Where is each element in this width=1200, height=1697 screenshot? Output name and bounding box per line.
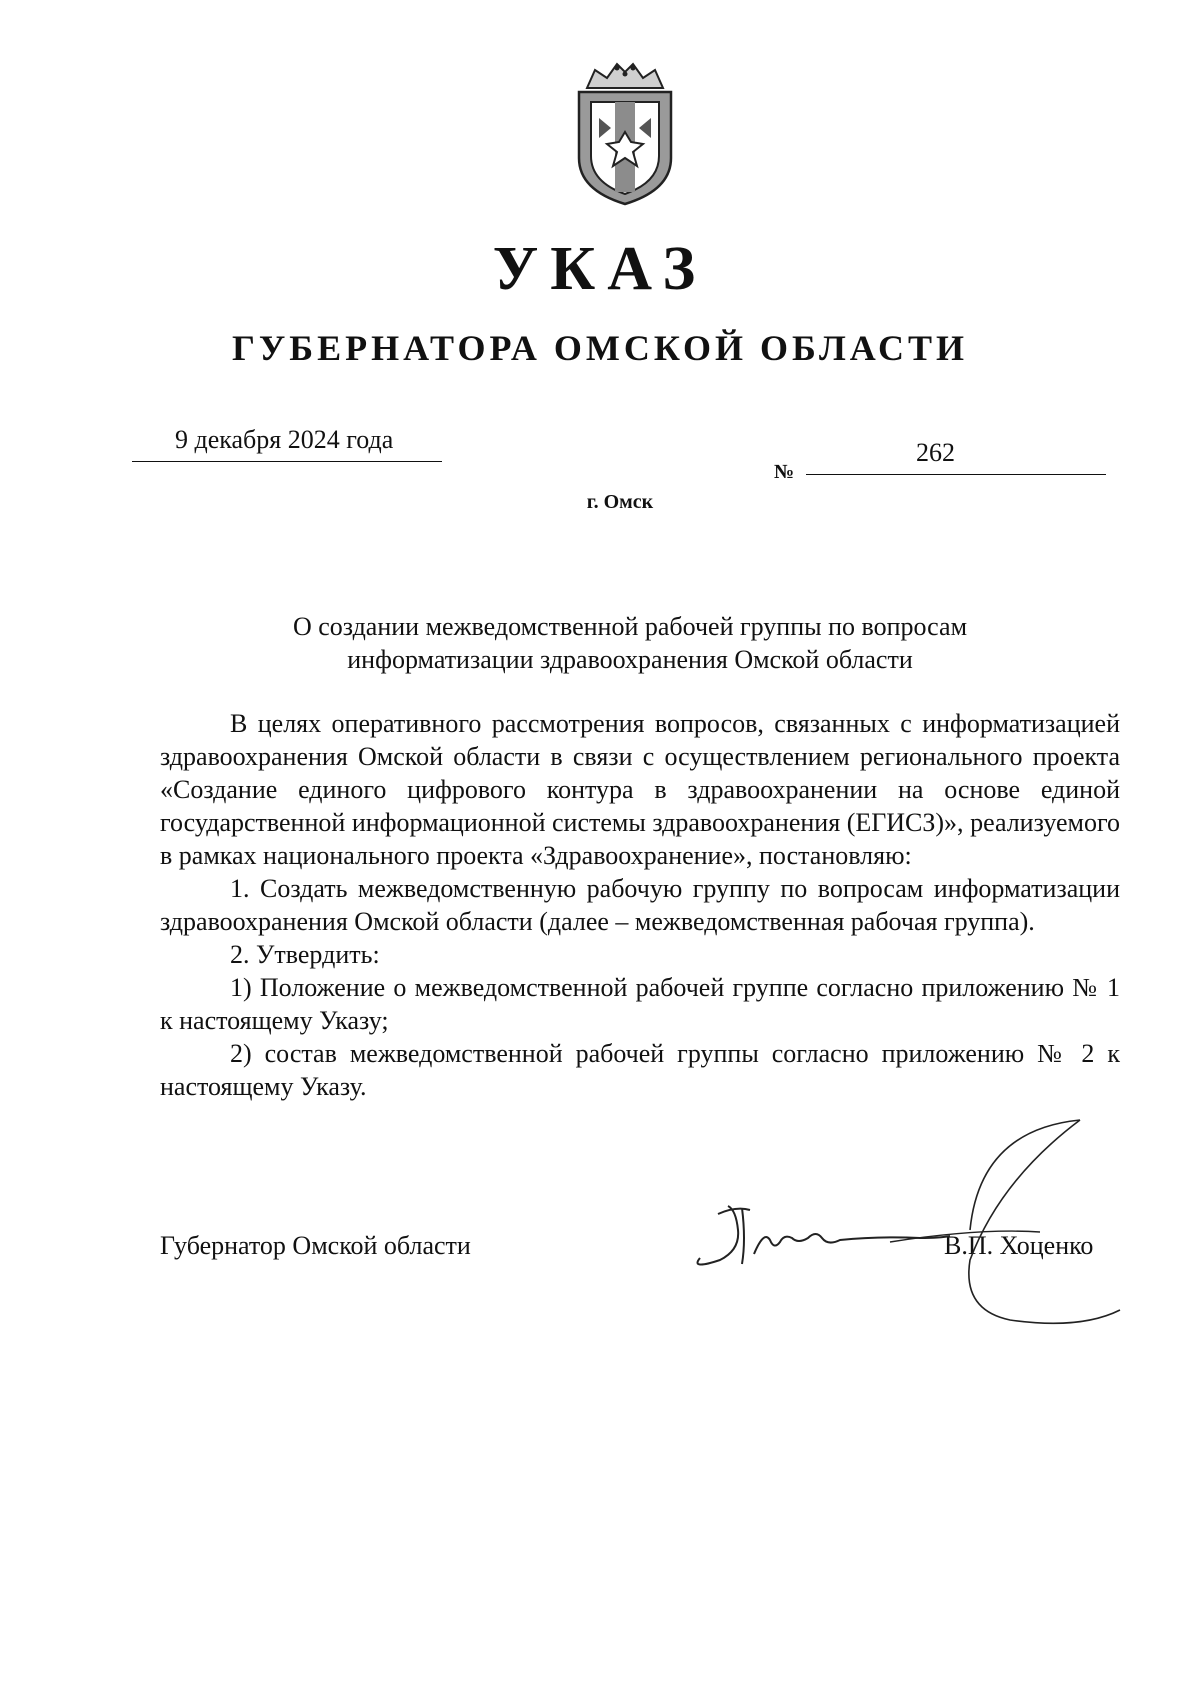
heading-line-2: информатизации здравоохранения Омской области <box>347 645 913 674</box>
item-1-paragraph: 1. Создать межведомственную рабочую группу по вопросам информатизации здравоохранения Омской области (далее – межведомственная рабочая группа). <box>160 874 1120 936</box>
coat-of-arms-icon <box>565 58 685 206</box>
preamble-paragraph: В целях оперативного рассмотрения вопросов, связанных с информатизацией здравоохранения Омской области в связи с осуществлением регионального проекта «Создание единого цифрового контура в здравоохранении на основе единой государственной информационной системы здравоохранения (ЕГИСЗ)», реализуемого в рамках национального проекта «Здравоохранение», постановляю: <box>160 709 1120 870</box>
signatory-name: В.П. Хоценко <box>944 1231 1094 1260</box>
number-label: № <box>774 461 795 483</box>
document-subtitle: ГУБЕРНАТОРА ОМСКОЙ ОБЛАСТИ <box>231 328 969 368</box>
document-date: 9 декабря 2024 года <box>175 425 394 454</box>
date-underline <box>132 461 442 462</box>
number-underline <box>806 474 1106 475</box>
document-number: 262 <box>916 438 955 467</box>
item-2-paragraph: 2. Утвердить: <box>230 940 380 969</box>
signature-icon <box>680 1110 1150 1340</box>
signatory-position: Губернатор Омской области <box>160 1231 471 1260</box>
document-body <box>160 707 1120 1103</box>
item-2-1-paragraph: 1) Положение о межведомственной рабочей группе согласно приложению № 1 к настоящему Указу; <box>160 973 1120 1035</box>
item-2-2-paragraph: 2) состав межведомственной рабочей группы согласно приложению № 2 к настоящему Указу. <box>160 1039 1120 1101</box>
document-title: УКАЗ <box>492 235 708 303</box>
document-heading <box>200 610 1060 676</box>
document-city: г. Омск <box>586 491 654 513</box>
heading-line-1: О создании межведомственной рабочей группы по вопросам <box>292 612 968 641</box>
